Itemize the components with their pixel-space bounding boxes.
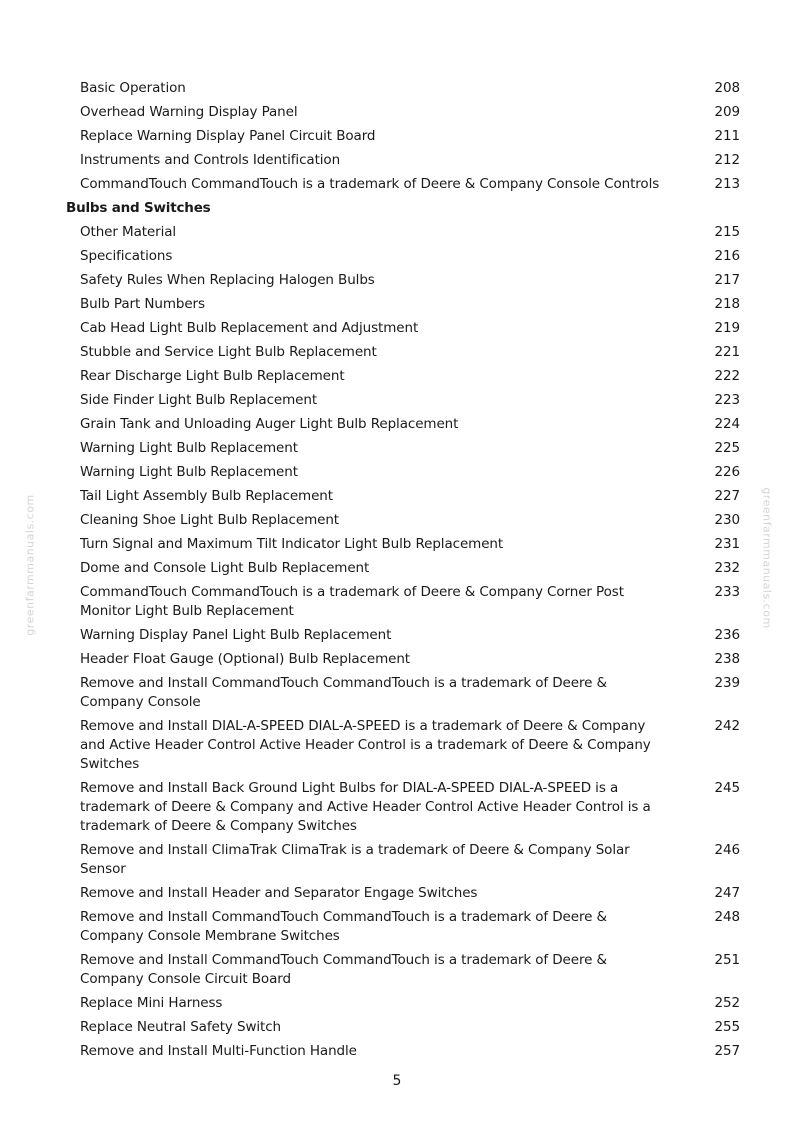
toc-entry[interactable] — [66, 148, 746, 172]
toc-entry-page: 209 — [714, 103, 740, 120]
toc-entry-title: Stubble and Service Light Bulb Replacement — [80, 343, 377, 360]
toc-entry[interactable] — [66, 623, 746, 647]
toc-entry-page: 231 — [714, 535, 740, 552]
toc-entries-top — [66, 76, 746, 196]
toc-entry-page: 215 — [714, 223, 740, 240]
toc-entry-page: 226 — [714, 463, 740, 480]
toc-entry-title: Replace Neutral Safety Switch — [80, 1018, 282, 1035]
toc-entry-title: Warning Light Bulb Replacement — [80, 439, 298, 456]
toc-entry[interactable] — [66, 647, 746, 671]
toc-entry-title: Tail Light Assembly Bulb Replacement — [80, 487, 333, 504]
toc-entry-title: Rear Discharge Light Bulb Replacement — [80, 367, 345, 384]
toc-entry[interactable] — [66, 671, 746, 714]
toc-entry-title: Replace Warning Display Panel Circuit Board — [80, 127, 376, 144]
toc-entry-title: Remove and Install CommandTouch CommandTouch is a trademark of Deere & Company Console Membrane Switches — [80, 908, 607, 944]
toc-entry[interactable] — [66, 1039, 746, 1063]
toc-entry[interactable] — [66, 508, 746, 532]
toc-entry-page: 238 — [714, 650, 740, 667]
toc-entry[interactable] — [66, 268, 746, 292]
toc-entry[interactable] — [66, 124, 746, 148]
toc-entry-title: Specifications — [80, 247, 173, 264]
toc-entry[interactable] — [66, 244, 746, 268]
toc-entry-page: 227 — [714, 487, 740, 504]
toc-entry[interactable] — [66, 220, 746, 244]
toc-entry-title: Warning Light Bulb Replacement — [80, 463, 298, 480]
toc-entry-page: 252 — [714, 994, 740, 1011]
toc-entry[interactable] — [66, 172, 746, 196]
toc-entry[interactable] — [66, 1015, 746, 1039]
toc-entry[interactable] — [66, 580, 746, 623]
toc-entry-title: Replace Mini Harness — [80, 994, 223, 1011]
toc-entry-title: Remove and Install ClimaTrak ClimaTrak is a trademark of Deere & Company Solar Sensor — [80, 841, 630, 877]
toc-entry-page: 221 — [714, 343, 740, 360]
toc-entry-page: 255 — [714, 1018, 740, 1035]
toc-entry-title: Warning Display Panel Light Bulb Replacement — [80, 626, 392, 643]
toc-entry-page: 230 — [714, 511, 740, 528]
toc-entry-title: Remove and Install DIAL-A-SPEED DIAL-A-SPEED is a trademark of Deere & Company and Active Header Control Active Header Control is a trademark of Deere & Company Switches — [80, 717, 651, 772]
toc-entry-title: Header Float Gauge (Optional) Bulb Replacement — [80, 650, 410, 667]
toc-entry[interactable] — [66, 412, 746, 436]
toc-entry-title: Cleaning Shoe Light Bulb Replacement — [80, 511, 339, 528]
toc-entry-title: Remove and Install Back Ground Light Bulbs for DIAL-A-SPEED DIAL-A-SPEED is a trademark of Deere & Company and Active Header Control Active Header Control is a trademark of Deere & Company Switches — [80, 779, 651, 834]
toc-entry-page: 212 — [714, 151, 740, 168]
toc-entry-title: Side Finder Light Bulb Replacement — [80, 391, 318, 408]
section-heading: Bulbs and Switches — [66, 199, 211, 216]
toc-entry-title: Turn Signal and Maximum Tilt Indicator Light Bulb Replacement — [80, 535, 504, 552]
table-of-contents — [66, 76, 746, 1063]
toc-entry[interactable] — [66, 556, 746, 580]
toc-entry-page: 218 — [714, 295, 740, 312]
toc-entry[interactable] — [66, 776, 746, 838]
toc-entry-title: Other Material — [80, 223, 177, 240]
toc-entry-page: 213 — [714, 175, 740, 192]
toc-entry-title: Remove and Install Multi-Function Handle — [80, 1042, 357, 1059]
toc-entry-page: 236 — [714, 626, 740, 643]
toc-entry-page: 219 — [714, 319, 740, 336]
toc-entry[interactable] — [66, 484, 746, 508]
toc-entry-title: Safety Rules When Replacing Halogen Bulbs — [80, 271, 375, 288]
toc-entry-page: 217 — [714, 271, 740, 288]
toc-entry[interactable] — [66, 905, 746, 948]
toc-entry[interactable] — [66, 881, 746, 905]
toc-entry-page: 211 — [714, 127, 740, 144]
toc-entry-page: 251 — [714, 951, 740, 968]
toc-entry-title: Remove and Install Header and Separator Engage Switches — [80, 884, 478, 901]
toc-entry-page: 246 — [714, 841, 740, 858]
toc-entry[interactable] — [66, 991, 746, 1015]
watermark-left: greenfarmmanuals.com — [23, 494, 37, 636]
toc-entry-title: Bulb Part Numbers — [80, 295, 205, 312]
toc-entry[interactable] — [66, 364, 746, 388]
watermark-right: greenfarmmanuals.com — [760, 487, 774, 629]
toc-entry-title: Instruments and Controls Identification — [80, 151, 341, 168]
toc-entry-page: 223 — [714, 391, 740, 408]
toc-entry-title: Basic Operation — [80, 79, 186, 96]
toc-entry[interactable] — [66, 316, 746, 340]
toc-entry-page: 242 — [714, 717, 740, 734]
toc-entry-title: CommandTouch CommandTouch is a trademark of Deere & Company Console Controls — [80, 175, 660, 192]
toc-entry-title: Cab Head Light Bulb Replacement and Adjustment — [80, 319, 419, 336]
toc-entry[interactable] — [66, 532, 746, 556]
toc-entry-title: Overhead Warning Display Panel — [80, 103, 298, 120]
toc-entry-title: Dome and Console Light Bulb Replacement — [80, 559, 370, 576]
toc-entry[interactable] — [66, 340, 746, 364]
toc-entry[interactable] — [66, 292, 746, 316]
toc-entry[interactable] — [66, 100, 746, 124]
toc-entry-title: Remove and Install CommandTouch CommandTouch is a trademark of Deere & Company Console — [80, 674, 607, 710]
toc-entry-page: 216 — [714, 247, 740, 264]
toc-entry[interactable] — [66, 76, 746, 100]
toc-entry[interactable] — [66, 714, 746, 776]
toc-entry-page: 233 — [714, 583, 740, 600]
toc-entry[interactable] — [66, 460, 746, 484]
toc-entry-page: 257 — [714, 1042, 740, 1059]
toc-entry-page: 247 — [714, 884, 740, 901]
toc-entry-title: Grain Tank and Unloading Auger Light Bulb Replacement — [80, 415, 459, 432]
toc-entries-section — [66, 220, 746, 1063]
toc-entry[interactable] — [66, 838, 746, 881]
toc-entry-page: 232 — [714, 559, 740, 576]
toc-entry[interactable] — [66, 948, 746, 991]
page-number: 5 — [392, 1073, 402, 1089]
toc-entry-page: 245 — [714, 779, 740, 796]
toc-entry-page: 239 — [714, 674, 740, 691]
toc-entry-page: 222 — [714, 367, 740, 384]
toc-entry-title: Remove and Install CommandTouch CommandTouch is a trademark of Deere & Company Console Circuit Board — [80, 951, 607, 987]
toc-entry-page: 224 — [714, 415, 740, 432]
toc-entry[interactable] — [66, 436, 746, 460]
toc-entry[interactable] — [66, 388, 746, 412]
toc-entry-page: 208 — [714, 79, 740, 96]
toc-entry-page: 225 — [714, 439, 740, 456]
toc-entry-title: CommandTouch CommandTouch is a trademark of Deere & Company Corner Post Monitor Light Bulb Replacement — [80, 583, 624, 619]
toc-entry-page: 248 — [714, 908, 740, 925]
